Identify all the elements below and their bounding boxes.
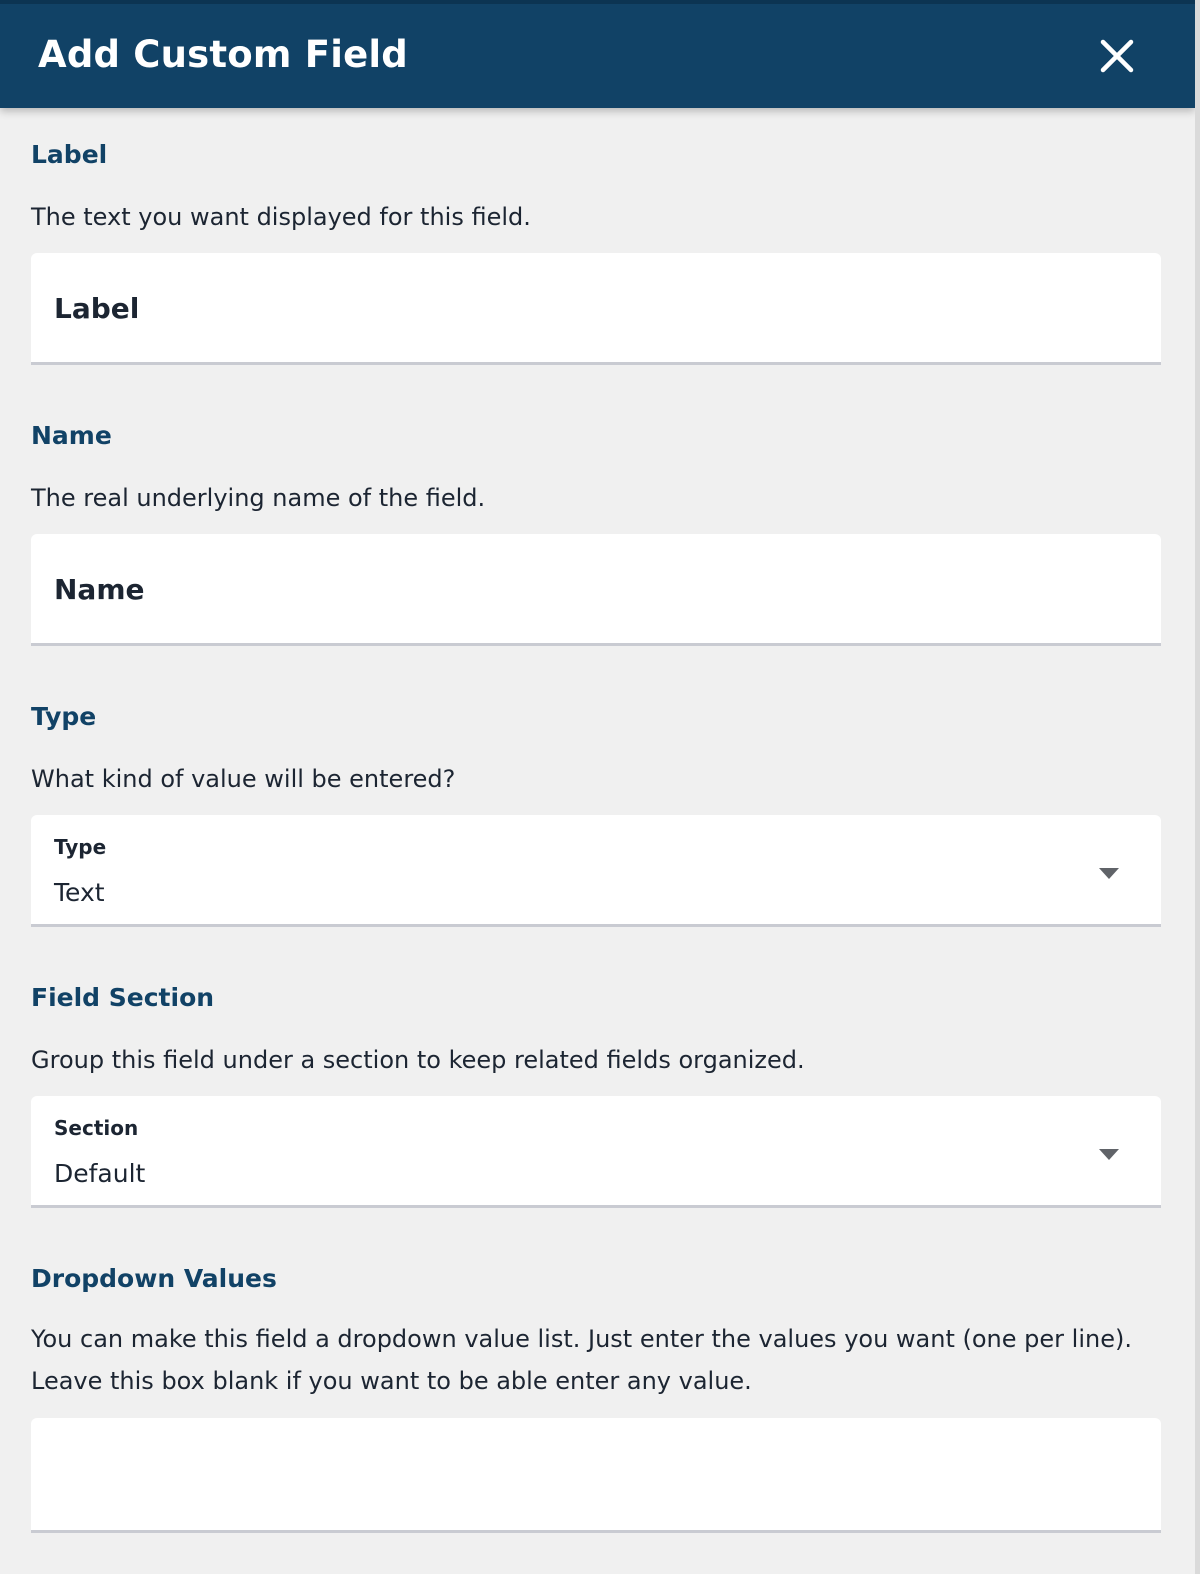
type-select-value: Text: [54, 878, 105, 907]
name-input[interactable]: [54, 564, 1134, 614]
type-select[interactable]: [31, 815, 1161, 927]
type-heading: Type: [31, 702, 97, 731]
section-select-value: Default: [54, 1159, 146, 1188]
type-select-label: Type: [54, 835, 107, 859]
close-icon: [1093, 32, 1141, 80]
caret-down-icon: [1098, 867, 1120, 881]
dropdown-values-textarea[interactable]: [54, 1438, 1134, 1508]
name-description: The real underlying name of the field.: [31, 484, 486, 512]
dropdown-values-field[interactable]: [31, 1418, 1161, 1533]
name-heading: Name: [31, 421, 112, 450]
dropdown-values-heading: Dropdown Values: [31, 1264, 277, 1293]
field-section-description: Group this field under a section to keep related fields organized.: [31, 1046, 805, 1074]
field-section-heading: Field Section: [31, 983, 215, 1012]
caret-down-icon: [1098, 1148, 1120, 1162]
dropdown-values-description: You can make this field a dropdown value list. Just enter the values you want (one per line). Leave this box blank if you want to be able enter any value.: [31, 1325, 1132, 1395]
header-top-border: [0, 0, 1195, 4]
close-button[interactable]: [1093, 32, 1141, 80]
name-field[interactable]: [31, 534, 1161, 646]
label-description: The text you want displayed for this field.: [31, 203, 531, 231]
window-edge: [1195, 0, 1200, 1574]
dialog-header: [0, 0, 1195, 108]
dialog-title: Add Custom Field: [38, 33, 408, 76]
section-select[interactable]: [31, 1096, 1161, 1208]
label-field[interactable]: [31, 253, 1161, 365]
type-description: What kind of value will be entered?: [31, 765, 456, 793]
section-select-label: Section: [54, 1116, 139, 1140]
label-input[interactable]: [54, 283, 1134, 333]
label-heading: Label: [31, 140, 108, 169]
